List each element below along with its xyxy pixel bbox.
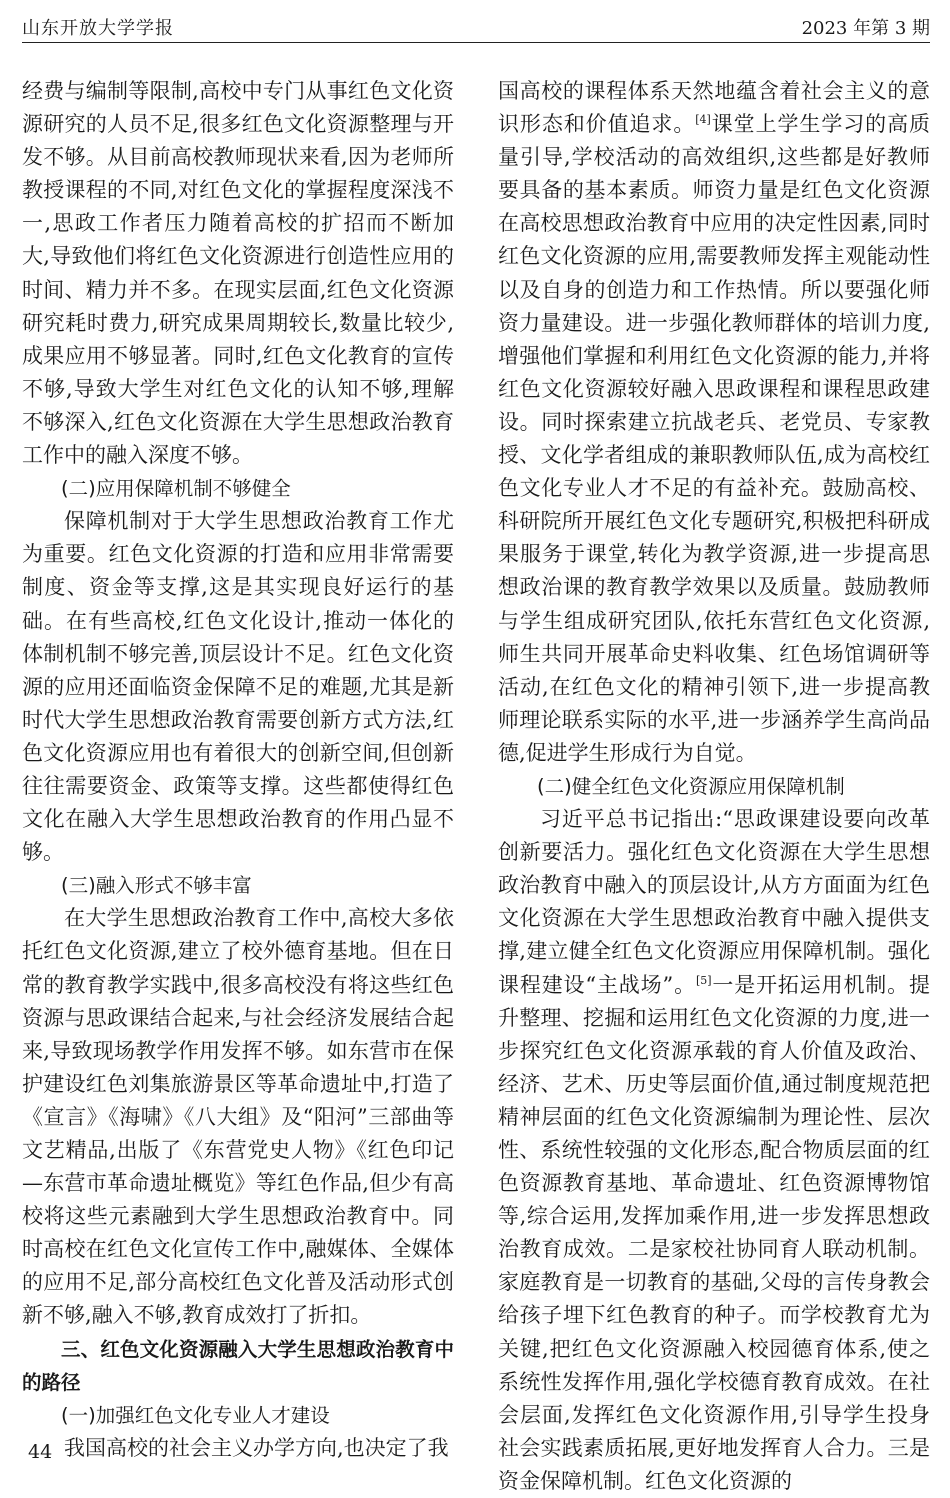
subsection-heading: (二)健全红色文化资源应用保障机制 (537, 774, 845, 798)
citation-ref: [5] (695, 973, 712, 987)
paragraph (498, 803, 930, 1498)
paragraph: 保障机制对于大学生思想政治教育工作尤为重要。红色文化资源的打造和应用非常需要制度、资金等支撑,这是其实现良好运行的基础。在有些高校,红色文化设计,推动一体化的体制机制不够完善,顶层设计不足。红色文化资源的应用还面临资金保障不足的难题,尤其是新时代大学生思想政治教育需要创新方式方法,红色文化资源应用也有着很大的创新空间,但创新往往需要资金、政策等支撑。这些都使得红色文化在融入大学生思想政治教育的作用凸显不够。 (22, 509, 454, 865)
subsection-heading: (三)融入形式不够丰富 (61, 874, 252, 898)
text-run: 课堂上学生学习的高质量引导,学校活动的高效组织,这些都是好教师要具备的基本素质。师资力量是红色文化资源在高校思想政治教育中应用的决定性因素,同时红色文化资源的应用,需要教师发挥主观能动性以及自身的创造力和工作热情。所以要强化师资力量建设。进一步强化教师群体的培训力度,增强他们掌握和利用红色文化资源的能力,并将红色文化资源较好融入思政课程和课程思政建设。同时探索建立抗战老兵、老党员、专家教授、文化学者组成的兼职教师队伍,成为高校红色文化专业人才不足的有益补充。鼓励高校、科研院所开展红色文化专题研究,积极把科研成果服务于课堂,转化为教学资源,进一步提高思想政治课的教育教学效果以及质量。鼓励教师与学生组成研究团队,依托东营红色文化资源,师生共同开展革命史料收集、红色场馆调研等活动,在红色文化的精神引领下,进一步提高教师理论联系实际的水平,进一步涵养学生高尚品德,促进学生形成行为自觉。 (498, 112, 931, 765)
paragraph: 经费与编制等限制,高校中专门从事红色文化资源研究的人员不足,很多红色文化资源整理与开发不够。从目前高校教师现状来看,因为老师所教授课程的不同,对红色文化的掌握程度深浅不一,思政工作者压力随着高校的扩招而不断加大,导致他们将红色文化资源进行创造性应用的时间、精力并不多。在现实层面,红色文化资源研究耗时费力,研究成果周期较长,数量比较少,成果应用不够显著。同时,红色文化教育的宣传不够,导致大学生对红色文化的认知不够,理解不够深入,红色文化资源在大学生思想政治教育工作中的融入深度不够。 (22, 79, 454, 468)
paragraph: 我国高校的社会主义办学方向,也决定了我 (64, 1435, 449, 1460)
journal-title: 山东开放大学学报 (22, 18, 174, 39)
page-number: 44 (28, 1441, 53, 1463)
text-run: 一是开拓运用机制。提升整理、挖掘和运用红色文化资源的力度,进一步探究红色文化资源承载的育人价值及政治、经济、艺术、历史等层面价值,通过制度规范把精神层面的红色文化资源编制为理论性、层次性、系统性较强的文化形态,配合物质层面的红色资源教育基地、革命遗址、红色资源博物馆等,综合运用,发挥加乘作用,进一步发挥思想政治教育成效。二是家校社协同育人联动机制。家庭教育是一切教育的基础,父母的言传身教会给孩子埋下红色教育的种子。而学校教育尤为关键,把红色文化资源融入校园德育体系,使之系统性发挥作用,强化学校德育教育成效。在社会层面,发挥红色文化资源作用,引导学生投身社会实践素质拓展,更好地发挥育人合力。三是资金保障机制。红色文化资源的 (498, 972, 930, 1493)
subsection-heading: (二)应用保障机制不够健全 (61, 477, 291, 501)
running-header (22, 6, 930, 43)
text-run: 国高校的课程体系天然地蕴含着社会主义的意识形态和价值追求。 (498, 79, 930, 137)
section-heading: 三、红色文化资源融入大学生思想政治教育中的路径 (22, 1337, 454, 1394)
paragraph: 在大学生思想政治教育工作中,高校大多依托红色文化资源,建立了校外德育基地。但在日常的教育教学实践中,很多高校没有将这些红色资源与思政课结合起来,与社会经济发展结合起来,导致现场教学作用发挥不够。如东营市在保护建设红色刘集旅游景区等革命遗址中,打造了《宣言》《海啸》《八大组》及“阳河”三部曲等文艺精品,出版了《东营党史人物》《红色印记—东营市革命遗址概览》等红色作品,但少有高校将这些元素融到大学生思想政治教育中。同时高校在红色文化宣传工作中,融媒体、全媒体的应用不足,部分高校红色文化普及活动形式创新不够,融入不够,教育成效打了折扣。 (22, 906, 454, 1328)
citation-ref: [4] (695, 113, 711, 127)
right-column (498, 75, 930, 1498)
subsection-heading: (一)加强红色文化专业人才建设 (61, 1403, 330, 1427)
left-column (22, 75, 454, 1465)
text-run: 习近平总书记指出:“思政课建设要向改革创新要活力。强化红色文化资源在大学生思想政治教育中融入的顶层设计,从方方面面为红色文化资源在大学生思想政治教育中融入提供支撑,建立健全红色文化资源应用保障机制。强化课程建设“主战场”。 (498, 807, 930, 997)
issue-label: 2023 年第 3 期 (801, 18, 930, 39)
paragraph (498, 75, 930, 770)
